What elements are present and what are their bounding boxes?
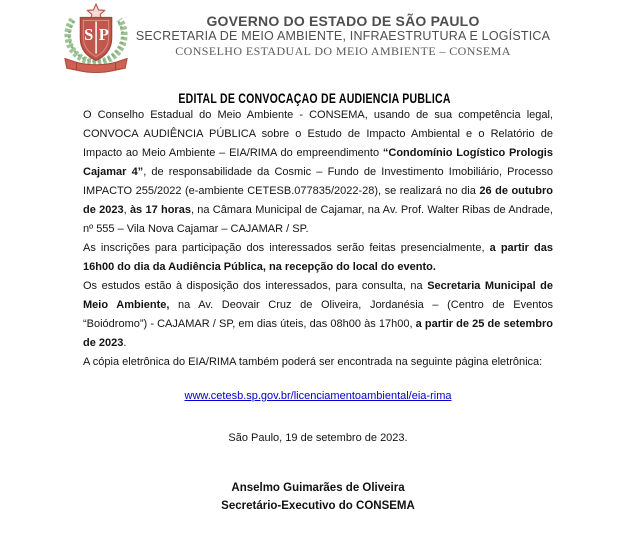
eia-rima-link[interactable]: www.cetesb.sp.gov.br/licenciamentoambiental/eia-rima (184, 390, 452, 402)
crest-letter-p: P (98, 24, 109, 44)
crest-letter-s: S (84, 24, 94, 44)
header-secretariat-title: SECRETARIA DE MEIO AMBIENTE, INFRAESTRUTURA E LOGÍSTICA (135, 29, 551, 43)
link-row (83, 387, 553, 406)
signature-block (83, 479, 553, 515)
header-text-block (128, 13, 558, 58)
paragraph-inscriptions: As inscrições para participação dos interessados serão feitas presencialmente, a partir das 16h00 do dia da Audiência Pública, na recepção do local do evento. (83, 242, 553, 273)
signature-role: Secretário-Executivo do CONSEMA (221, 500, 415, 512)
title-row (0, 90, 630, 106)
paragraph-studies-availability: Os estudos estão à disposição dos interessados, para consulta, na Secretaria Municipal de Meio Ambiente, na Av. Deovair Cruz de Oliveira, Jordanésia – (Centro de Eventos “Boiódromo”) - CAJAMAR / SP, em dias úteis, das 08h00 às 17h00, a partir de 25 de setembro de 2023. (83, 280, 553, 349)
dateline: São Paulo, 19 de setembro de 2023. (228, 432, 408, 444)
crest-shield (80, 18, 111, 61)
paragraph-convocation: O Conselho Estadual do Meio Ambiente - CONSEMA, usando de sua competência legal, CONVOCA AUDIÊNCIA PÚBLICA sobre o Estudo de Impacto Ambiental e o Relatório de Impacto ao Meio Ambiente – EIA/RIMA do empreendimento “Condomínio Logístico Prologis Cajamar 4”, de responsabilidade da Cosmic – Fundo de Investimento Imobiliário, Processo IMPACTO 255/2022 (e-ambiente CETESB.077835/2022-28), se realizará no dia 26 de outubro de 2023, às 17 horas, na Câmara Municipal de Cajamar, na Av. Prof. Walter Ribas de Andrade, nº 555 – Vila Nova Cajamar – CAJAMAR / SP. (83, 109, 553, 235)
header-council-title: CONSELHO ESTADUAL DO MEIO AMBIENTE – CONSEMA (175, 44, 511, 58)
paragraph-electronic-copy: A cópia eletrônica do EIA/RIMA também poderá ser encontrada na seguinte página eletrônica: (83, 356, 543, 368)
document-body (83, 106, 553, 515)
header-government-title: GOVERNO DO ESTADO DE SÃO PAULO (206, 13, 480, 29)
document-header (0, 0, 630, 78)
crest-sword (95, 21, 97, 53)
sao-paulo-coat-of-arms-icon (57, 3, 135, 75)
signature-name: Anselmo Guimarães de Oliveira (231, 482, 405, 494)
document-title: EDITAL DE CONVOCAÇAO DE AUDIENCIA PUBLICA (178, 91, 452, 106)
